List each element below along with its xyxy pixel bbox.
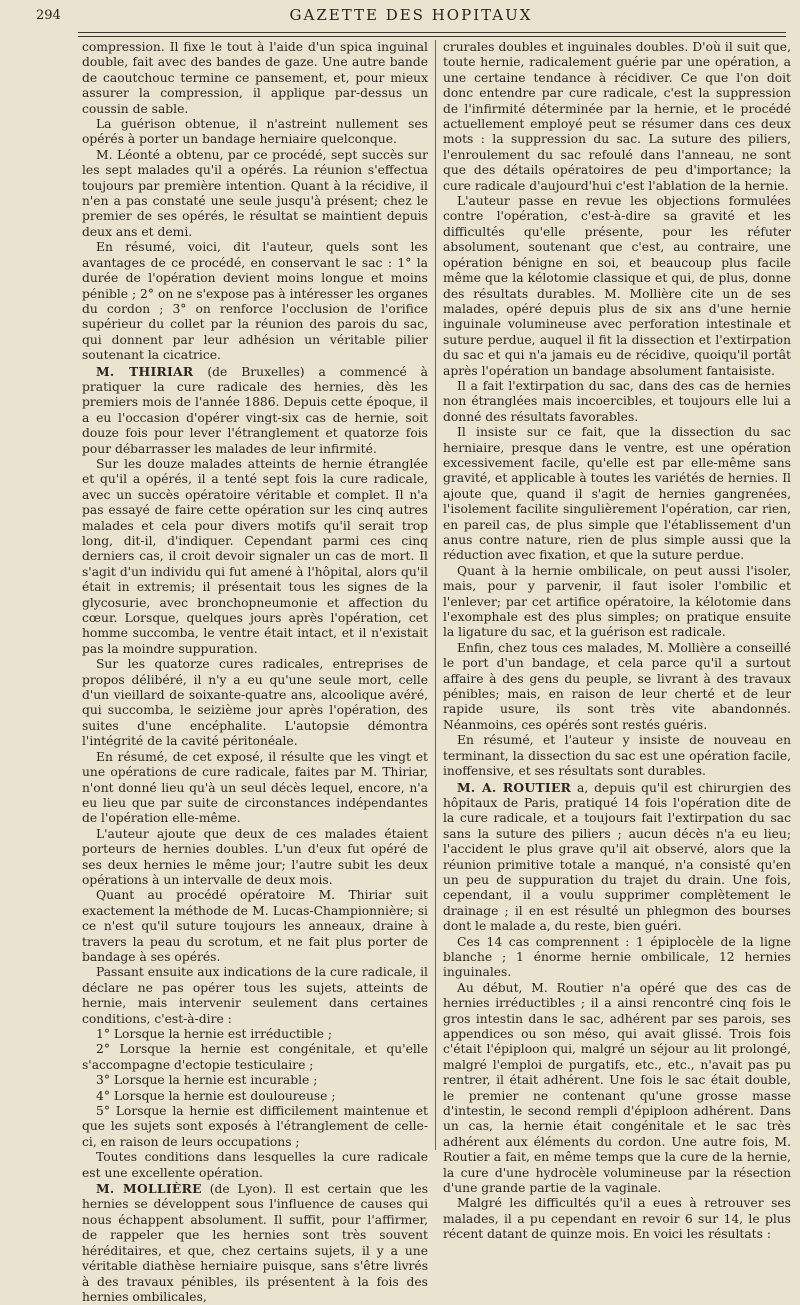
paragraph-text: Sur les douze malades atteints de hernie étranglée et qu'il a opérés, il a tenté sept fois la cure radicale, avec un succès opératoire véritable et complet. Il n'a pas essayé de faire cette opération sur les cinq autres malades et cela pour divers motifs qu'il serait trop long, dit-il, d'indiquer. Cependant parmi ces cinq derniers cas, il croit devoir signaler un cas de mort. Il s'agit d'un individu qui fut amené à l'hôpital, alors qu'il était in extremis; il présentait tous les signes de la glycosurie, avec bronchopneumonie et affection du cœur. Lorsque, quelques jours après l'opération, cet homme succomba, le ventre était intact, et il n'existait pas la moindre suppuration. bbox=[82, 456, 428, 656]
paragraph-text: 4° Lorsque la hernie est douloureuse ; bbox=[96, 1088, 336, 1103]
paragraph bbox=[443, 379, 791, 425]
journal-title: GAZETTE DES HOPITAUX bbox=[289, 6, 533, 24]
paragraph-text: Au début, M. Routier n'a opéré que des cas de hernies irréductibles ; il a ainsi rencontré cinq fois le gros intestin dans le sac, adhérent par ses parois, ses appendices ou son méso, qui avait glissé. Trois fois c'était l'épiploon qui, malgré un séjour au lit prolongé, malgré l'emploi de purgatifs, etc., etc., n'avait pas pu rentrer, il était adhérent. Une fois le sac était double, le premier ne contenant qu'une grosse masse d'intestin, le second rempli d'épiploon adhérent. Dans un cas, la hernie était congénitale et le sac très adhérent aux éléments du cordon. Une autre fois, M. Routier a fait, en même temps que la cure de la hernie, la cure d'une hydrocèle volumineuse par la résection d'une grande partie de la vaginale. bbox=[443, 980, 791, 1196]
paragraph bbox=[82, 888, 428, 965]
page-number: 294 bbox=[36, 8, 61, 23]
paragraph bbox=[443, 641, 791, 733]
paragraph-text: 5° Lorsque la hernie est difficilement maintenue et que les sujets sont exposés à l'étranglement de celle-ci, en raison de leurs occupations ; bbox=[82, 1104, 428, 1149]
paragraph bbox=[443, 981, 791, 1197]
paragraph bbox=[443, 425, 791, 564]
paragraph-text: Il insiste sur ce fait, que la dissection du sac herniaire, presque dans le ventre, est une opération excessivement facile, qu'elle est par elle-même sans gravité, et applicable à toutes les variétés de hernies. Il ajoute que, quand il s'agit de hernies gangrenées, l'isolement facilite singulièrement l'opération, car rien, en pareil cas, de plus simple que l'établissement d'un anus contre nature, rien de plus simple aussi que la réduction avec fixation, et que la suture perdue. bbox=[443, 425, 791, 563]
paragraph-text: M. Léonté a obtenu, par ce procédé, sept succès sur les sept malades qu'il a opérés. La réunion s'effectua toujours par première intention. Quant à la récidive, il n'en a pas constaté une seule jusqu'à présent; chez le premier de ses opérés, le résultat se maintient depuis deux ans et demi. bbox=[82, 147, 428, 239]
paragraph-text: 2° Lorsque la hernie est congénitale, et qu'elle s'accompagne d'ectopie testiculaire ; bbox=[82, 1042, 428, 1072]
paragraph-text: Sur les quatorze cures radicales, entreprises de propos délibéré, il n'y a eu qu'une seule mort, celle d'un vieillard de soixante-quatre ans, alcoolique avéré, qui succomba, le seizième jour après l'opération, des suites d'une encéphalite. L'autopsie démontra l'intégrité de la cavité péritonéale. bbox=[82, 657, 428, 749]
paragraph bbox=[82, 364, 428, 457]
paragraph bbox=[82, 750, 428, 827]
paragraph bbox=[82, 1181, 428, 1305]
page-header bbox=[36, 6, 786, 26]
paragraph-text: a, depuis qu'il est chirurgien des hôpitaux de Paris, pratiqué 14 fois l'opération dite de la cure radicale, et a toujours fait l'extirpation du sac sans la suture des piliers ; aucun décès n'a eu lieu; l'accident le plus grave qu'il ait observé, alors que la réunion primitive totale a manqué, n'a consisté qu'en un peu de suppuration du trajet du drain. Une fois, cependant, il a voulu supprimer complètement le drainage ; il en est résulté un phlegmon des bourses dont le malade a, du reste, bien guéri. bbox=[443, 780, 792, 934]
paragraph-text: (de Lyon). Il est certain que les hernies se développent sous l'influence de causes qui nous échappent absolument. Il suffit, pour l'affirmer, de rappeler que les hernies sont très souvent héréditaires, et que, chez certains sujets, il y a une véritable diathèse herniaire puisque, sans s'être livrés à des travaux pénibles, ils présentent à la fois des hernies ombilicales, bbox=[82, 1182, 428, 1304]
paragraph-text: compression. Il fixe le tout à l'aide d'un spica inguinal double, fait avec des bandes de gaze. Une autre bande de caoutchouc termine ce pansement, et, pour mieux assurer la compression, il applique par-dessus un coussin de sable. bbox=[82, 40, 428, 116]
paragraph-text: (de Bruxelles) a commencé à pratiquer la cure radicale des hernies, dès les premiers mois de l'année 1886. Depuis cette époque, il a eu l'occasion d'opérer vingt-six cas de hernie, soit douze fois pour lever l'étranglement et quatorze fois pour débarrasser les malades de leur infirmité. bbox=[82, 364, 428, 456]
paragraph-text: Quant au procédé opératoire M. Thiriar suit exactement la méthode de M. Lucas-Championnière; si ce n'est qu'il suture toujours les anneaux, draine à travers la peau du scrotum, et ne fait plus porter de bandage à ses opérés. bbox=[82, 888, 428, 964]
paragraph-text: La guérison obtenue, il n'astreint nullement ses opérés à porter un bandage herniaire quelconque. bbox=[82, 117, 428, 147]
paragraph bbox=[82, 1073, 428, 1088]
paragraph bbox=[443, 780, 791, 935]
author-name: M. MOLLIÈRE bbox=[96, 1181, 202, 1197]
author-name: M. THIRIAR bbox=[96, 363, 194, 379]
paragraph bbox=[82, 1089, 428, 1104]
header-rule-thin bbox=[78, 36, 786, 37]
paragraph-text: En résumé, et l'auteur y insiste de nouveau en terminant, la dissection du sac est une opération facile, inoffensive, et ses résultats sont durables. bbox=[443, 733, 791, 779]
paragraph bbox=[443, 564, 791, 641]
paragraph-text: 3° Lorsque la hernie est incurable ; bbox=[96, 1073, 318, 1088]
paragraph bbox=[443, 40, 791, 194]
paragraph bbox=[82, 457, 428, 657]
paragraph bbox=[82, 1150, 428, 1181]
paragraph-text: 1° Lorsque la hernie est irréductible ; bbox=[96, 1027, 332, 1041]
paragraph-text: Malgré les difficultés qu'il a eues à retrouver ses malades, il a pu cependant en revoir 6 sur 14, le plus récent datant de quinze mois. En voici les résultats : bbox=[443, 1196, 791, 1242]
paragraph bbox=[82, 117, 428, 148]
paragraph bbox=[82, 827, 428, 889]
paragraph-text: L'auteur passe en revue les objections formulées contre l'opération, c'est-à-dire sa gravité et les difficultés qu'elle présente, pour les réfuter absolument, soutenant que c'est, au contraire, une opération bénigne en soi, et beaucoup plus facile même que la kélotomie classique et qui, de plus, donne des résultats durables. M. Mollière cite un de ses malades, opéré depuis plus de six ans d'une hernie inguinale volumineuse avec perforation intestinale et suture perdue, auquel il fit la dissection et l'extirpation du sac et qui n'a jamais eu de récidive, quoiqu'il portât après l'opération un bandage absolument fantaisiste. bbox=[443, 194, 791, 378]
paragraph bbox=[82, 148, 428, 240]
left-column bbox=[82, 40, 428, 1305]
right-column bbox=[443, 40, 791, 1243]
paragraph bbox=[443, 1196, 791, 1242]
author-name: M. A. ROUTIER bbox=[457, 779, 572, 795]
paragraph bbox=[443, 733, 791, 779]
paragraph bbox=[82, 240, 428, 363]
paragraph-text: Quant à la hernie ombilicale, on peut aussi l'isoler, mais, pour y parvenir, il faut isoler l'ombilic et l'enlever; par cet artifice opératoire, la kélotomie dans l'exomphale est des plus simples; on pratique ensuite la ligature du sac, et la guérison est radicale. bbox=[443, 563, 791, 640]
paragraph-text: En résumé, de cet exposé, il résulte que les vingt et une opérations de cure radicale, faites par M. Thiriar, n'ont donné lieu qu'à un seul décès lequel, encore, n'a eu lieu que par suite de circonstances indépendantes de l'opération elle-même. bbox=[82, 749, 428, 826]
paragraph-text: En résumé, voici, dit l'auteur, quels sont les avantages de ce procédé, en conservant le sac : 1° la durée de l'opération devient moins longue et moins pénible ; 2° on ne s'expose pas à intéresser les organes du cordon ; 3° on renforce l'occlusion de l'orifice supérieur du collet par la réunion des parois du sac, qui donnent par leur adhésion un véritable pilier soutenant la cicatrice. bbox=[82, 240, 428, 363]
paragraph bbox=[82, 965, 428, 1027]
paragraph bbox=[443, 194, 791, 379]
paragraph-text: Passant ensuite aux indications de la cure radicale, il déclare ne pas opérer tous les sujets, atteints de hernie, mais intervenir seulement dans certaines conditions, c'est-à-dire : bbox=[82, 965, 428, 1026]
header-rule bbox=[78, 32, 786, 33]
paragraph bbox=[82, 1042, 428, 1073]
paragraph bbox=[443, 935, 791, 981]
paragraph bbox=[82, 657, 428, 749]
paragraph bbox=[82, 1027, 428, 1042]
paragraph-text: L'auteur ajoute que deux de ces malades étaient porteurs de hernies doubles. L'un d'eux fut opéré de ses deux hernies le même jour; l'autre subit les deux opérations à un intervalle de deux mois. bbox=[82, 826, 428, 887]
paragraph bbox=[82, 40, 428, 117]
paragraph-text: Il a fait l'extirpation du sac, dans des cas de hernies non étranglées mais incoercibles, et toujours elle lui a donné des résultats favorables. bbox=[443, 378, 791, 424]
paragraph-text: Toutes conditions dans lesquelles la cure radicale est une excellente opération. bbox=[82, 1150, 428, 1180]
paragraph bbox=[82, 1104, 428, 1150]
column-divider bbox=[435, 40, 436, 1150]
paragraph-text: Ces 14 cas comprennent : 1 épiplocèle de la ligne blanche ; 1 énorme hernie ombilicale, 12 hernies inguinales. bbox=[443, 934, 791, 980]
paragraph-text: Enfin, chez tous ces malades, M. Mollière a conseillé le port d'un bandage, et cela parce qu'il a surtout affaire à des gens du peuple, se livrant à des travaux pénibles; mais, en raison de leur cherté et de leur rapide usure, ils sont très vite abandonnés. Néanmoins, ces opérés sont restés guéris. bbox=[443, 640, 791, 732]
paragraph-text: crurales doubles et inguinales doubles. D'où il suit que, toute hernie, radicalement guérie par une opération, a une certaine tendance à récidiver. Ce que l'on doit donc entendre par cure radicale, c'est la suppression de l'infirmité déterminée par la hernie, et le procédé actuellement employé peut se résumer dans ces deux mots : la suppression du sac. La suture des piliers, l'enroulement du sac refoulé dans l'anneau, ne sont que des détails opératoires de peu d'importance; la cure radicale d'aujourd'hui c'est l'ablation de la hernie. bbox=[443, 40, 791, 193]
